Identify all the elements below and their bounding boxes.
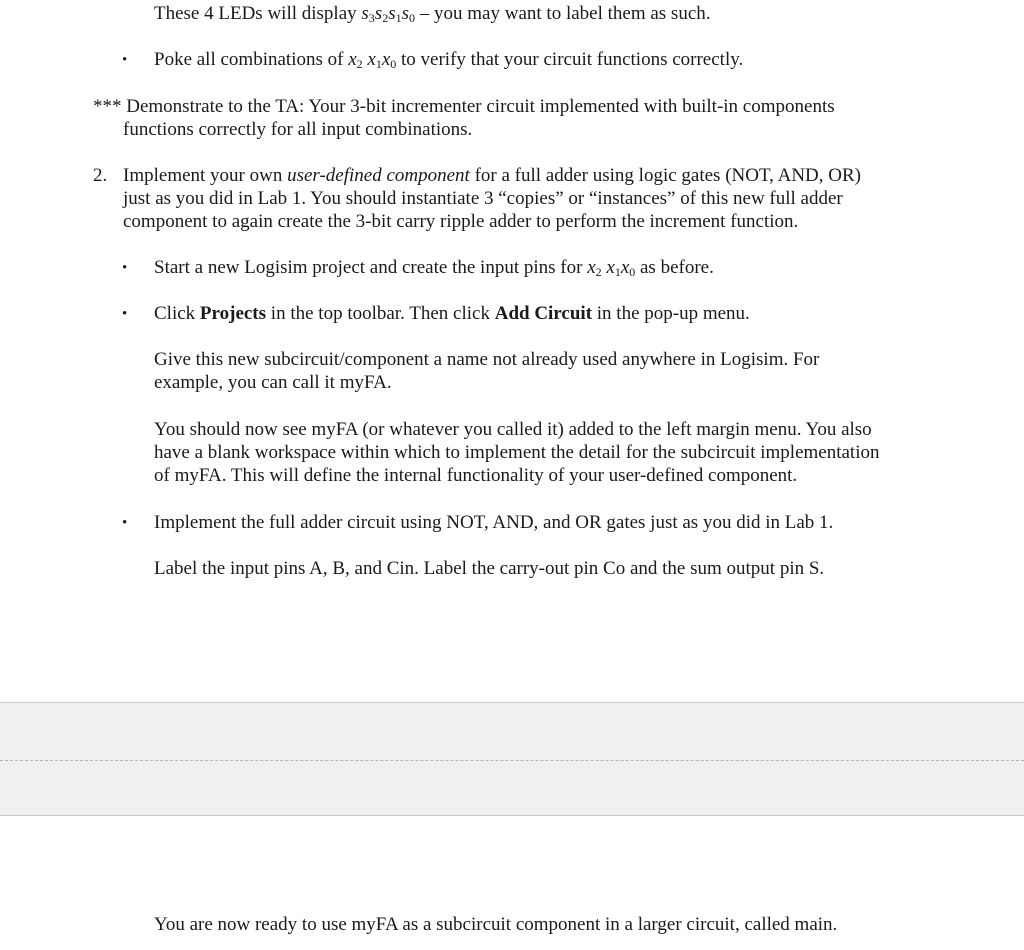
demonstrate-line-2: functions correctly for all input combinations.	[123, 119, 473, 140]
poke-combinations-line: Poke all combinations of $x_2$ $x_1x_0$ to verify that your circuit functions correctly.	[154, 49, 744, 71]
demonstrate-line-1: *** Demonstrate to the TA: Your 3-bit incrementer circuit implemented with built-in components	[93, 96, 835, 117]
ready-line: You are now ready to use myFA as a subcircuit component in a larger circuit, called main.	[154, 914, 838, 935]
item2-line-1: Implement your own user-defined component for a full adder using logic gates (NOT, AND, OR)	[123, 165, 861, 186]
list-item-number-2: 2.	[93, 165, 108, 186]
item2-line-2: just as you did in Lab 1. You should instantiate 3 “copies” or “instances” of this new full adder	[123, 188, 843, 209]
give-name-line-1: Give this new subcircuit/component a name not already used anywhere in Logisim. For	[154, 349, 820, 370]
document-page-lower	[0, 816, 1024, 950]
item2-line-3: component to again create the 3-bit carry ripple adder to perform the increment function.	[123, 211, 799, 232]
see-myfa-line-1: You should now see myFA (or whatever you called it) added to the left margin menu. You also	[154, 419, 872, 440]
led-display-line: These 4 LEDs will display $s_3s_2s_1s_0$ – you may want to label them as such.	[154, 3, 711, 25]
start-project-line: Start a new Logisim project and create the input pins for $x_2$ $x_1x_0$ as before.	[154, 257, 714, 279]
see-myfa-line-3: of myFA. This will define the internal functionality of your user-defined component.	[154, 465, 798, 486]
label-pins-line: Label the input pins A, B, and Cin. Label the carry-out pin Co and the sum output pin S.	[154, 558, 825, 579]
implement-full-adder-line: Implement the full adder circuit using NOT, AND, and OR gates just as you did in Lab 1.	[154, 512, 834, 533]
click-projects-line: Click Projects in the top toolbar. Then click Add Circuit in the pop-up menu.	[154, 303, 750, 324]
see-myfa-line-2: have a blank workspace within which to implement the detail for the subcircuit implementation	[154, 442, 880, 463]
page-break-divider	[0, 760, 1024, 761]
bullet-marker: •	[122, 515, 128, 531]
bullet-marker: •	[122, 52, 128, 68]
give-name-line-2: example, you can call it myFA.	[154, 372, 392, 393]
page-gap	[0, 702, 1024, 816]
bullet-marker: •	[122, 260, 128, 276]
bullet-marker: •	[122, 306, 128, 322]
